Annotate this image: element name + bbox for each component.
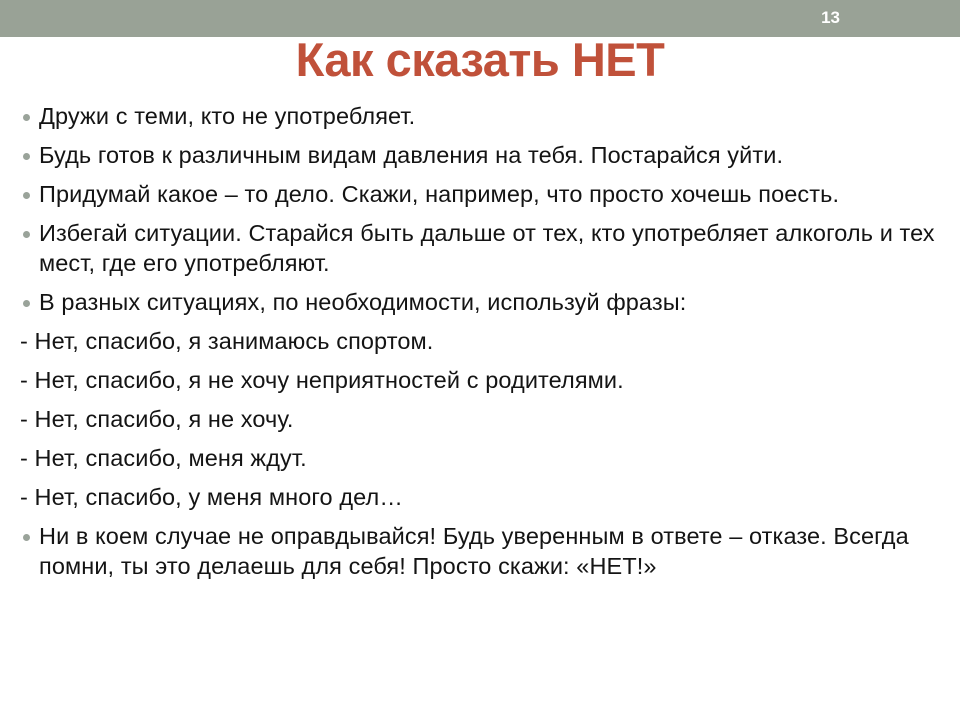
- phrase-item: [20, 482, 940, 512]
- bullet-item: [20, 287, 940, 317]
- bullet-item-text: Дружи с теми, кто не употребляет.: [39, 103, 416, 129]
- bullet-dot-icon: [23, 192, 30, 199]
- phrase-item: [20, 326, 940, 356]
- phrase-item-text: - Нет, спасибо, я занимаюсь спортом.: [20, 328, 434, 354]
- bullet-item-text: Избегай ситуации. Старайся быть дальше от тех, кто употребляет алкоголь и тех мест, где его употребляют.: [39, 220, 935, 276]
- bullet-item: [20, 218, 940, 278]
- bullet-dot-icon: [23, 153, 30, 160]
- bullet-dot-icon: [23, 534, 30, 541]
- bullet-item-text: Придумай какое – то дело. Скажи, например, что просто хочешь поесть.: [39, 181, 840, 207]
- phrase-item: [20, 365, 940, 395]
- bullet-dot-icon: [23, 114, 30, 121]
- bullet-item: [20, 101, 940, 131]
- phrase-item-text: - Нет, спасибо, у меня много дел…: [20, 484, 403, 510]
- bullet-item-text: Будь готов к различным видам давления на тебя. Постарайся уйти.: [39, 142, 784, 168]
- phrase-item-text: - Нет, спасибо, я не хочу неприятностей с родителями.: [20, 367, 624, 393]
- bullet-item-text: Ни в коем случае не оправдывайся! Будь уверенным в ответе – отказе. Всегда помни, ты это делаешь для себя! Просто скажи: «НЕТ!»: [39, 523, 909, 579]
- phrase-item-text: - Нет, спасибо, меня ждут.: [20, 445, 307, 471]
- bullet-item: [20, 179, 940, 209]
- bullet-dot-icon: [23, 231, 30, 238]
- bullet-item-text: В разных ситуациях, по необходимости, используй фразы:: [39, 289, 687, 315]
- bullet-item: [20, 521, 940, 581]
- slide-number: 13: [821, 8, 840, 27]
- slide-title: Как сказать НЕТ: [295, 33, 665, 86]
- phrase-item: [20, 443, 940, 473]
- bullet-dot-icon: [23, 300, 30, 307]
- phrase-item: [20, 404, 940, 434]
- phrase-item-text: - Нет, спасибо, я не хочу.: [20, 406, 294, 432]
- bullet-item: [20, 140, 940, 170]
- slide-content: [20, 101, 940, 590]
